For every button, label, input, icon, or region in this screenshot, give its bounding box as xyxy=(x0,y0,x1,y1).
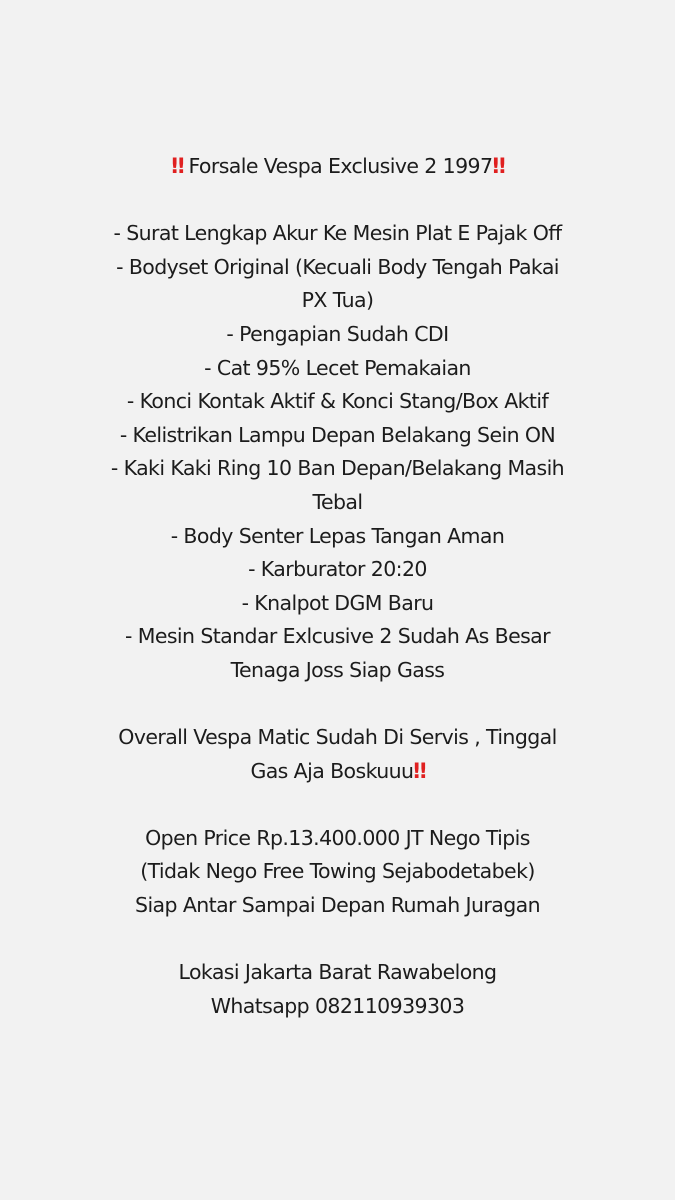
whatsapp-text: Whatsapp 082110939303 xyxy=(210,993,465,1018)
spec-line: - Pengapian Sudah CDI xyxy=(226,321,449,346)
spec-line: PX Tua) xyxy=(301,288,374,313)
blank-line xyxy=(0,688,675,722)
double-exclamation-icon: ‼ xyxy=(413,758,425,783)
spec-line: - Knalpot DGM Baru xyxy=(241,590,434,615)
blank-line xyxy=(0,788,675,822)
listing-title xyxy=(0,150,675,184)
spec-line: - Surat Lengkap Akur Ke Mesin Plat E Pajak Off xyxy=(113,221,562,246)
price-info xyxy=(0,822,675,923)
overall-line xyxy=(0,755,675,789)
blank-line xyxy=(0,184,675,218)
spec-list xyxy=(0,217,675,687)
price-line: Open Price Rp.13.400.000 JT Nego Tipis xyxy=(145,825,530,850)
listing-title-text: Forsale Vespa Exclusive 2 1997 xyxy=(188,154,493,178)
double-exclamation-icon: ‼ xyxy=(492,154,504,178)
spec-line: - Kaki Kaki Ring 10 Ban Depan/Belakang Masih xyxy=(110,456,565,481)
contact-info xyxy=(0,956,675,1023)
spec-line: - Cat 95% Lecet Pemakaian xyxy=(204,355,471,380)
location-text: Lokasi Jakarta Barat Rawabelong xyxy=(178,960,497,985)
blank-line xyxy=(0,923,675,957)
spec-line: Tenaga Joss Siap Gass xyxy=(230,657,445,682)
price-line: Siap Antar Sampai Depan Rumah Juragan xyxy=(135,893,540,918)
overall-note xyxy=(0,721,675,788)
spec-line: - Karburator 20:20 xyxy=(248,557,427,582)
overall-line: Overall Vespa Matic Sudah Di Servis , Tinggal xyxy=(118,725,557,750)
story-text-block xyxy=(0,150,675,1023)
spec-line: - Konci Kontak Aktif & Konci Stang/Box Aktif xyxy=(126,389,549,414)
spec-line: - Body Senter Lepas Tangan Aman xyxy=(170,523,505,548)
spec-line: - Kelistrikan Lampu Depan Belakang Sein ON xyxy=(119,422,556,447)
price-line: (Tidak Nego Free Towing Sejabodetabek) xyxy=(140,859,535,884)
spec-line: - Bodyset Original (Kecuali Body Tengah Pakai xyxy=(116,254,559,279)
spec-line: Tebal xyxy=(312,489,363,514)
overall-line-text: Gas Aja Boskuuu xyxy=(250,758,414,783)
double-exclamation-icon: ‼ xyxy=(171,154,183,178)
spec-line: - Mesin Standar Exlcusive 2 Sudah As Besar xyxy=(125,624,550,649)
